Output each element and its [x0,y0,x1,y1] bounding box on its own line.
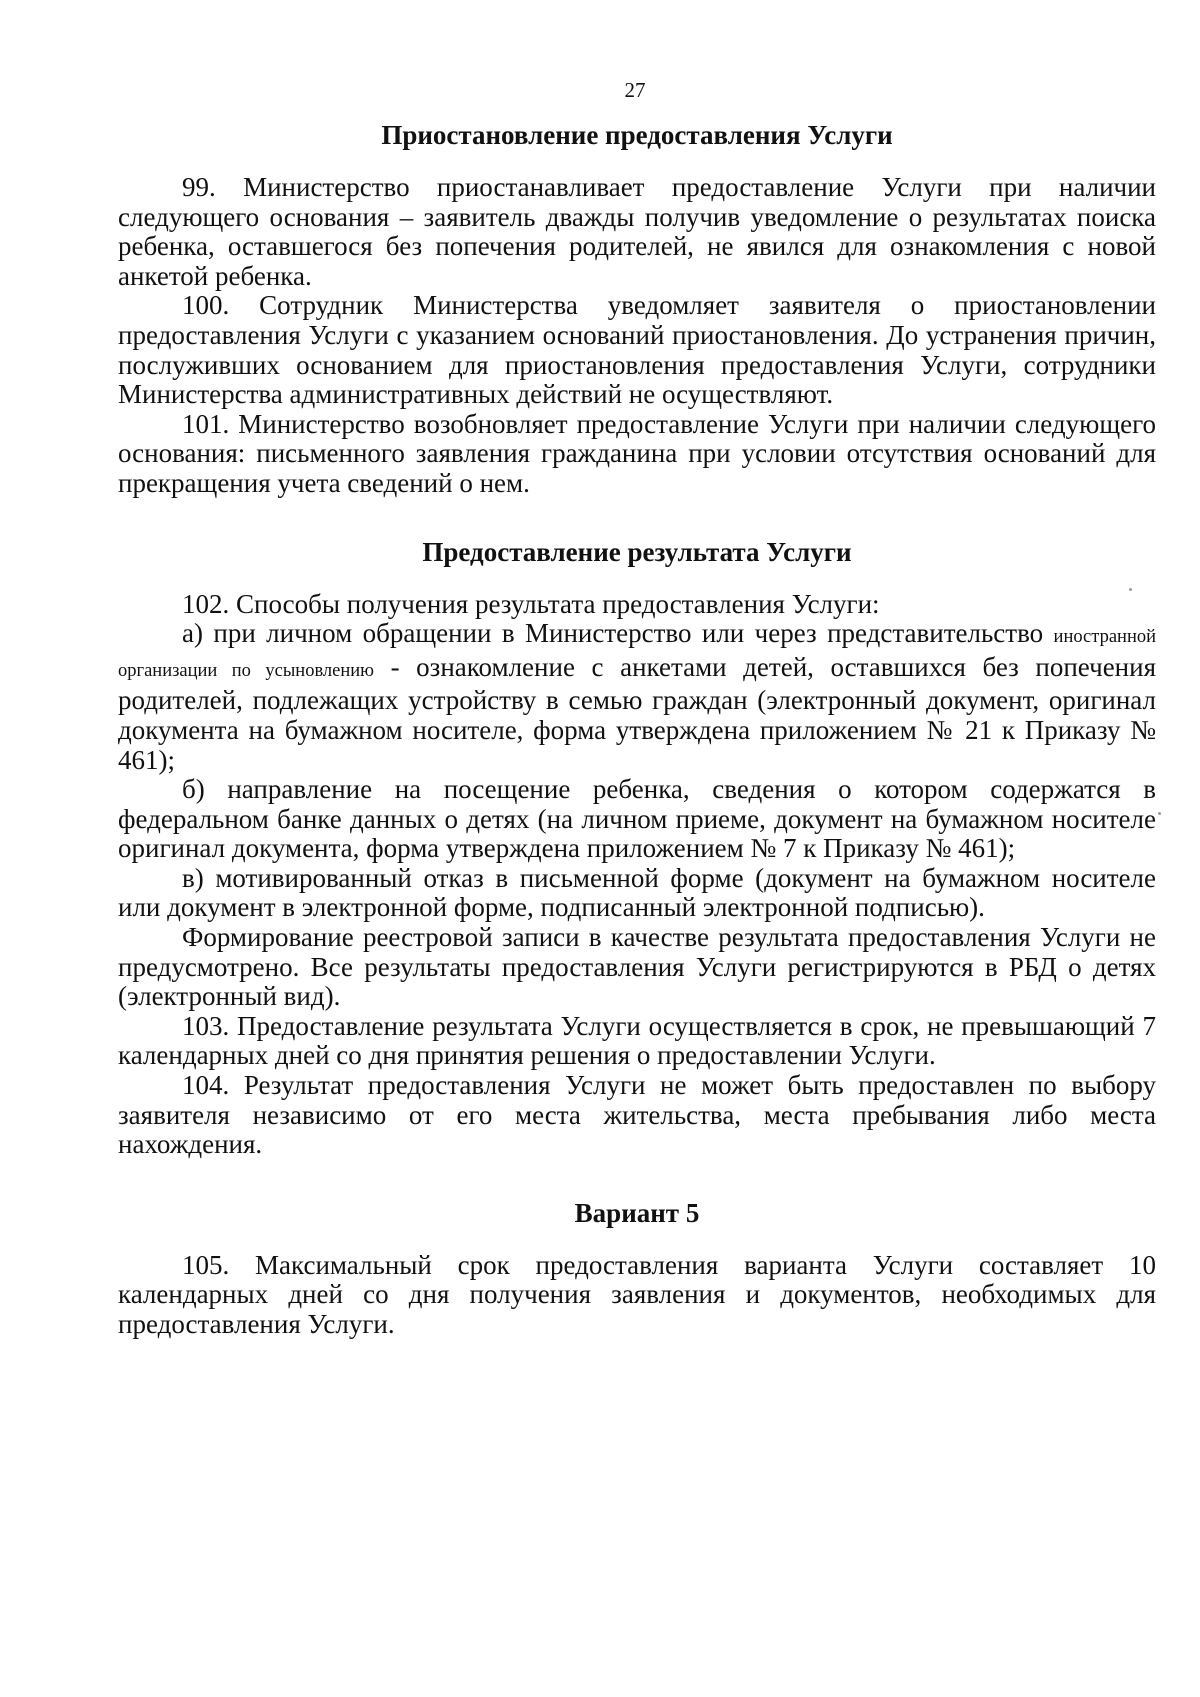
paragraph-101: 101. Министерство возобновляет предоставление Услуги при наличии следующего основания: письменного заявления гражданина при условии отсутствия оснований для прекращения учета сведений о нем. [118,408,1156,498]
section-heading-variant-5: Вариант 5 [574,1197,700,1228]
paragraph-102: 102. Способы получения результата предоставления Услуги: [182,588,880,619]
paragraph-100: 100. Сотрудник Министерства уведомляет заявителя о приостановлении предоставления Услуги с указанием оснований приостановления. До устранения причин, послуживших основанием для приостановления предоставления Услуги, сотрудники Министерства административных действий не осуществляют. [118,290,1156,410]
paragraph-105: 105. Максимальный срок предоставления варианта Услуги составляет 10 календарных дней со дня получения заявления и документов, необходимых для предоставления Услуги. [118,1249,1156,1339]
list-item-a-small-text: иностранной организации по усыновлению [118,627,1156,681]
paragraph-104: 104. Результат предоставления Услуги не может быть предоставлен по выбору заявителя независимо от его места жительства, места пребывания либо места нахождения. [118,1070,1156,1160]
document-body [118,120,1156,1340]
scan-speck [1129,588,1132,591]
section-heading-suspension: Приостановление предоставления Услуги [381,120,893,150]
list-item-a-part1: а) при личном обращении в Министерство или через представительство [182,618,1044,649]
section-heading-result: Предоставление результата Услуги [422,536,852,567]
list-item-c: в) мотивированный отказ в письменной форме (документ на бумажном носителе или документ в электронной форме, подписанный электронной подписью). [118,862,1156,923]
list-item-a-part2: - ознакомление с анкетами детей, оставшихся без попечения родителей, подлежащих устройству в семью граждан (электронный документ, оригинал документа на бумажном носителе, форма утверждена приложением № 21 к Приказу № 461); [118,651,1156,775]
paragraph-103: 103. Предоставление результата Услуги осуществляется в срок, не превышающий 7 календарных дней со дня принятия решения о предоставлении Услуги. [118,1010,1156,1071]
page-number: 27 [624,78,646,102]
paragraph-99: 99. Министерство приостанавливает предоставление Услуги при наличии следующего основания – заявитель дважды получив уведомление о результатах поиска ребенка, оставшегося без попечения родителей, не явился для ознакомления с новой анкетой ребенка. [118,172,1156,291]
list-item-a [118,619,1156,775]
scan-speck [1158,812,1161,815]
list-item-b: б) направление на посещение ребенка, сведения о котором содержатся в федеральном банке данных о детях (на личном приеме, документ на бумажном носителе оригинал документа, форма утверждена приложением № 7 к Приказу № 461); [118,774,1156,864]
paragraph-registry: Формирование реестровой записи в качестве результата предоставления Услуги не предусмотрено. Все результаты предоставления Услуги регистрируются в РБД о детях (электронный вид). [118,922,1156,1012]
